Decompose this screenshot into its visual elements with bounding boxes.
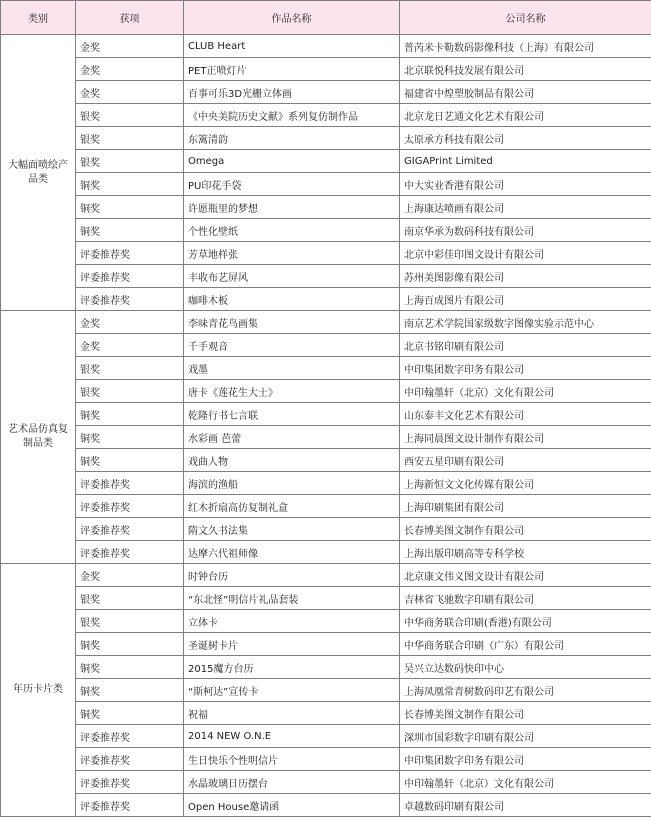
company-name-cell: 北京中彩佳印图文设计有限公司: [400, 242, 651, 265]
company-name-cell: 上海印刷集团有限公司: [400, 495, 651, 518]
header-award: 获项: [76, 1, 184, 35]
header-category: 类别: [1, 1, 76, 35]
work-name-cell: 李味青花鸟画集: [184, 311, 400, 334]
table-row: [1, 58, 651, 81]
award-cell: 铜奖: [76, 449, 184, 472]
award-cell: 评委推荐奖: [76, 748, 184, 771]
work-name-cell: 水晶玻璃日历摆台: [184, 771, 400, 794]
company-name-cell: 福建省中煌塑胶制品有限公司: [400, 81, 651, 104]
company-name-cell: 山东泰丰文化艺术有限公司: [400, 403, 651, 426]
company-name-cell: 中印翰墨轩（北京）文化有限公司: [400, 771, 651, 794]
award-cell: 铜奖: [76, 426, 184, 449]
company-name-cell: 长春博美图文制作有限公司: [400, 702, 651, 725]
work-name-cell: “斯柯达”宣传卡: [184, 679, 400, 702]
award-cell: 铜奖: [76, 702, 184, 725]
work-name-cell: 海滨的渔船: [184, 472, 400, 495]
work-name-cell: 乾隆行书七言联: [184, 403, 400, 426]
work-name-cell: 东篱清韵: [184, 127, 400, 150]
work-name-cell: 芳草地样张: [184, 242, 400, 265]
award-cell: 银奖: [76, 150, 184, 173]
award-cell: 评委推荐奖: [76, 495, 184, 518]
award-cell: 金奖: [76, 311, 184, 334]
table-row: [1, 219, 651, 242]
work-name-cell: 水彩画 芭蕾: [184, 426, 400, 449]
company-name-cell: 中印集团数字印务有限公司: [400, 748, 651, 771]
category-cell: [1, 35, 76, 311]
award-cell: 金奖: [76, 564, 184, 587]
table-row: [1, 702, 651, 725]
table-row: [1, 564, 651, 587]
award-cell: 评委推荐奖: [76, 288, 184, 311]
company-name-cell: 上海出版印刷高等专科学校: [400, 541, 651, 564]
table-row: [1, 587, 651, 610]
award-cell: 铜奖: [76, 403, 184, 426]
table-header: [1, 1, 651, 35]
award-cell: 铜奖: [76, 633, 184, 656]
work-name-cell: 隋文久书法集: [184, 518, 400, 541]
table-row: [1, 495, 651, 518]
work-name-cell: 时钟台历: [184, 564, 400, 587]
company-name-cell: 上海同晨图文设计制作有限公司: [400, 426, 651, 449]
category-label: 艺术品仿真复制品类: [8, 424, 68, 449]
award-cell: 评委推荐奖: [76, 242, 184, 265]
company-name-cell: 中印集团数字印务有限公司: [400, 357, 651, 380]
work-name-cell: PET正喷灯片: [184, 58, 400, 81]
award-cell: 银奖: [76, 104, 184, 127]
company-name-cell: 上海康达喷画有限公司: [400, 196, 651, 219]
company-name-cell: 北京龙日艺通文化艺术有限公司: [400, 104, 651, 127]
company-name-cell: 普芮米卡勒数码影像科技（上海）有限公司: [400, 35, 651, 58]
award-cell: 评委推荐奖: [76, 265, 184, 288]
company-name-cell: 北京书铭印刷有限公司: [400, 334, 651, 357]
company-name-cell: 上海百成图片有限公司: [400, 288, 651, 311]
company-name-cell: 长春博美图文制作有限公司: [400, 518, 651, 541]
table-row: [1, 541, 651, 564]
table-row: [1, 150, 651, 173]
category-label: 年历卡片类: [13, 684, 63, 695]
table-row: [1, 35, 651, 58]
work-name-cell: Open House邀请函: [184, 794, 400, 817]
table-row: [1, 196, 651, 219]
work-name-cell: 个性化壁纸: [184, 219, 400, 242]
award-cell: 铜奖: [76, 219, 184, 242]
category-label: 大幅面喷绘产品类: [8, 159, 68, 185]
award-cell: 金奖: [76, 81, 184, 104]
company-name-cell: 苏州美图影像有限公司: [400, 265, 651, 288]
company-name-cell: 上海新恒文文化传媒有限公司: [400, 472, 651, 495]
work-name-cell: “东北怪”明信片礼品套装: [184, 587, 400, 610]
work-name-cell: 祝福: [184, 702, 400, 725]
table-row: [1, 104, 651, 127]
table-row: [1, 449, 651, 472]
award-cell: 铜奖: [76, 679, 184, 702]
company-name-cell: GIGAPrint Limited: [400, 150, 651, 173]
work-name-cell: 戏墨: [184, 357, 400, 380]
company-name-cell: 卓越数码印刷有限公司: [400, 794, 651, 817]
table-row: [1, 403, 651, 426]
work-name-cell: 千手观音: [184, 334, 400, 357]
company-name-cell: 中印翰墨轩（北京）文化有限公司: [400, 380, 651, 403]
work-name-cell: Omega: [184, 150, 400, 173]
award-cell: 银奖: [76, 380, 184, 403]
award-cell: 评委推荐奖: [76, 771, 184, 794]
award-cell: 评委推荐奖: [76, 725, 184, 748]
table-row: [1, 610, 651, 633]
award-cell: 金奖: [76, 35, 184, 58]
table-row: [1, 426, 651, 449]
table-row: [1, 242, 651, 265]
table-row: [1, 334, 651, 357]
work-name-cell: 许愿瓶里的梦想: [184, 196, 400, 219]
table-row: [1, 127, 651, 150]
table-row: [1, 311, 651, 334]
work-name-cell: 2014 NEW O.N.E: [184, 725, 400, 748]
header-company: 公司名称: [400, 1, 651, 35]
award-cell: 评委推荐奖: [76, 518, 184, 541]
table-row: [1, 656, 651, 679]
award-cell: 银奖: [76, 610, 184, 633]
award-cell: 铜奖: [76, 173, 184, 196]
work-name-cell: CLUB Heart: [184, 35, 400, 58]
category-cell: [1, 311, 76, 564]
table-row: [1, 679, 651, 702]
header-row: [1, 1, 651, 35]
work-name-cell: 唐卡《莲花生大士》: [184, 380, 400, 403]
table-row: [1, 518, 651, 541]
company-name-cell: 吉林省飞驰数字印刷有限公司: [400, 587, 651, 610]
table-row: [1, 472, 651, 495]
work-name-cell: 红木折扇高仿复制礼盒: [184, 495, 400, 518]
award-cell: 银奖: [76, 587, 184, 610]
work-name-cell: 戏曲人物: [184, 449, 400, 472]
company-name-cell: 中华商务联合印刷（广东）有限公司: [400, 633, 651, 656]
company-name-cell: 中华商务联合印刷(香港)有限公司: [400, 610, 651, 633]
work-name-cell: 生日快乐个性明信片: [184, 748, 400, 771]
company-name-cell: 北京康文伟义图文设计有限公司: [400, 564, 651, 587]
table-row: [1, 81, 651, 104]
company-name-cell: 太原承方科技有限公司: [400, 127, 651, 150]
table-row: [1, 380, 651, 403]
table-row: [1, 288, 651, 311]
company-name-cell: 吴兴立达数码快印中心: [400, 656, 651, 679]
company-name-cell: 上海凤凰常青树数码印艺有限公司: [400, 679, 651, 702]
work-name-cell: 《中央美院历史文献》系列复仿制作品: [184, 104, 400, 127]
award-cell: 铜奖: [76, 196, 184, 219]
table-row: [1, 357, 651, 380]
table-row: [1, 633, 651, 656]
company-name-cell: 南京艺术学院国家级数字图像实验示范中心: [400, 311, 651, 334]
table-row: [1, 771, 651, 794]
work-name-cell: 圣诞树卡片: [184, 633, 400, 656]
header-work: 作品名称: [184, 1, 400, 35]
table-row: [1, 173, 651, 196]
work-name-cell: 咖啡木板: [184, 288, 400, 311]
award-cell: 评委推荐奖: [76, 794, 184, 817]
award-cell: 金奖: [76, 58, 184, 81]
work-name-cell: 百事可乐3D光栅立体画: [184, 81, 400, 104]
company-name-cell: 深圳市国彩数字印刷有限公司: [400, 725, 651, 748]
category-cell: [1, 564, 76, 817]
award-cell: 铜奖: [76, 656, 184, 679]
work-name-cell: 达摩六代祖师像: [184, 541, 400, 564]
work-name-cell: 丰收布艺屏风: [184, 265, 400, 288]
award-cell: 评委推荐奖: [76, 541, 184, 564]
table-row: [1, 794, 651, 817]
table-row: [1, 265, 651, 288]
award-cell: 金奖: [76, 334, 184, 357]
company-name-cell: 北京联悦科技发展有限公司: [400, 58, 651, 81]
award-cell: 评委推荐奖: [76, 472, 184, 495]
work-name-cell: 2015魔方台历: [184, 656, 400, 679]
company-name-cell: 西安五星印刷有限公司: [400, 449, 651, 472]
company-name-cell: 南京华承为数码科技有限公司: [400, 219, 651, 242]
company-name-cell: 中大实业香港有限公司: [400, 173, 651, 196]
award-cell: 银奖: [76, 357, 184, 380]
work-name-cell: 立体卡: [184, 610, 400, 633]
work-name-cell: PU印花手袋: [184, 173, 400, 196]
table-row: [1, 725, 651, 748]
table-body: [1, 35, 651, 817]
table-row: [1, 748, 651, 771]
award-cell: 银奖: [76, 127, 184, 150]
